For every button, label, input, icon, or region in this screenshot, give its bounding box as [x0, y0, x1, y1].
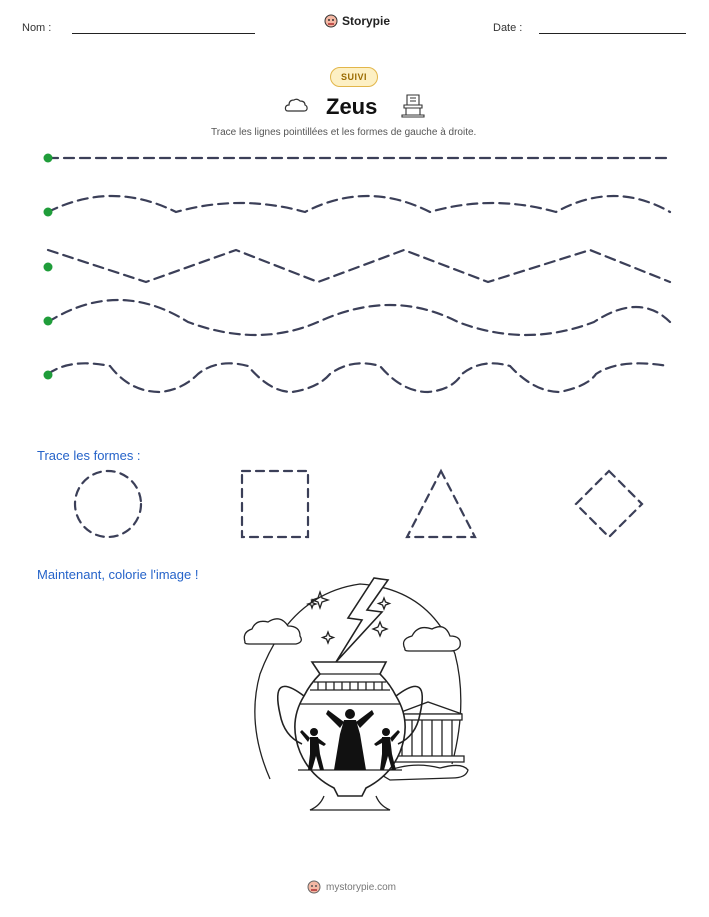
storypie-logo-icon [307, 880, 321, 894]
trace-diamond [576, 471, 642, 537]
cloud-icon [284, 95, 308, 115]
level-badge: SUIVI [330, 67, 378, 87]
trace-line-wave-2 [48, 300, 670, 335]
color-label: Maintenant, colorie l'image ! [37, 567, 199, 582]
trace-triangle [407, 471, 475, 537]
name-label: Nom : [22, 22, 52, 34]
instruction-text: Trace les lignes pointillées et les formes de gauche à droite. [211, 127, 477, 138]
start-dot-3 [44, 263, 53, 272]
trace-line-wave-1 [48, 196, 670, 212]
throne-icon [399, 93, 427, 119]
start-dot-5 [44, 371, 53, 380]
trace-circle [75, 471, 141, 537]
name-line[interactable] [72, 33, 255, 34]
trace-line-bumps [48, 363, 668, 392]
date-label: Date : [493, 22, 523, 34]
start-dot-2 [44, 208, 53, 217]
start-dot-1 [44, 154, 53, 163]
brand-name: Storypie [342, 14, 391, 28]
trace-square [242, 471, 308, 537]
page-title: Zeus [326, 94, 378, 119]
storypie-logo-icon [324, 14, 338, 28]
coloring-illustration [240, 574, 470, 820]
date-line[interactable] [539, 33, 686, 34]
footer [307, 880, 396, 894]
shapes-label: Trace les formes : [37, 448, 141, 463]
tracing-shapes [0, 460, 709, 550]
trace-line-zigzag [48, 250, 670, 282]
start-dot-4 [44, 317, 53, 326]
footer-url[interactable]: mystorypie.com [326, 881, 397, 893]
tracing-lines [0, 140, 709, 400]
brand-logo [324, 14, 390, 28]
